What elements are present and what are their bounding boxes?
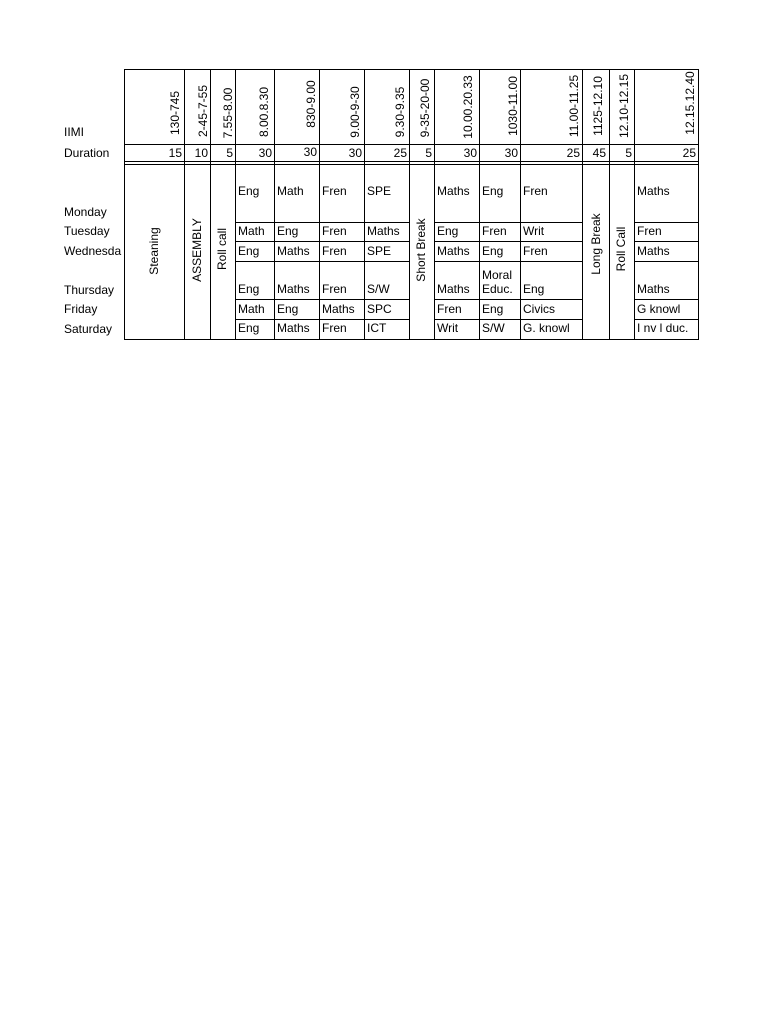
grid-line (235, 69, 236, 339)
grid-line (236, 241, 410, 242)
lesson-cell: Maths (277, 321, 310, 335)
time-header: 12.15.12.40 (683, 71, 697, 135)
lesson-cell: Maths (277, 282, 310, 296)
time-header: 2-45-7-55 (196, 84, 210, 138)
grid-line (582, 69, 583, 339)
lesson-cell: SPC (367, 302, 392, 316)
lesson-cell: I nv l duc. (637, 321, 689, 335)
lesson-cell: Maths (367, 224, 400, 238)
grid-line (124, 339, 699, 340)
lesson-cell: Fren (637, 224, 662, 238)
lesson-cell: Eng (238, 244, 260, 258)
lesson-cell: Eng (277, 302, 299, 316)
duration-value: 45 (592, 146, 606, 160)
duration-value: 25 (566, 146, 580, 160)
grid-line (434, 222, 583, 223)
grid-line (236, 319, 410, 320)
lesson-cell: Eng (277, 224, 299, 238)
lesson-cell: Eng (238, 282, 260, 296)
grid-line (236, 222, 410, 223)
time-header: 7.55-8.00 (221, 87, 235, 139)
grid-line (210, 69, 211, 339)
duration-value: 25 (682, 146, 696, 160)
lesson-cell: Eng (482, 244, 504, 258)
grid-line (634, 241, 699, 242)
lesson-cell: S/W (367, 282, 390, 296)
lesson-cell: Fren (322, 224, 347, 238)
day-label-friday: Friday (64, 302, 98, 316)
grid-line (434, 69, 435, 339)
lesson-cell: Eng (437, 224, 459, 238)
lesson-cell: Educ. (482, 282, 513, 296)
time-header: 8.00.8.30 (257, 86, 271, 138)
lesson-cell: Fren (482, 224, 507, 238)
timetable-sheet (0, 0, 768, 400)
lesson-cell: Fren (523, 184, 548, 198)
grid-line (434, 299, 583, 300)
lesson-cell: Moral (482, 268, 513, 282)
grid-line (236, 299, 410, 300)
time-header: 9-35-20-00 (418, 78, 432, 138)
lesson-cell: SPE (367, 244, 392, 258)
lesson-cell: Fren (322, 321, 347, 335)
lesson-cell: Maths (637, 244, 670, 258)
time-header: 10.00.20.33 (461, 75, 475, 139)
lesson-cell: Maths (437, 184, 470, 198)
day-label-wednesday: Wednesda (64, 244, 122, 258)
lesson-cell: Maths (637, 184, 670, 198)
time-header: 1125-12.10 (591, 76, 605, 136)
lesson-cell: Fren (437, 302, 462, 316)
duration-value: 15 (168, 146, 182, 160)
lesson-cell: Math (238, 224, 265, 238)
roll-call-2-cell: Roll Call (614, 226, 628, 272)
time-header: 130-745 (168, 90, 182, 136)
lesson-cell: Eng (238, 321, 260, 335)
duration-value: 10 (194, 146, 208, 160)
time-header: 1030-11.00 (506, 76, 520, 136)
grid-line (520, 69, 521, 339)
steaning-cell: Steaning (147, 227, 161, 275)
grid-line (124, 69, 125, 339)
grid-line (274, 69, 275, 339)
corner-label: IIMI (64, 125, 84, 139)
time-header: 830-9.00 (304, 80, 318, 128)
grid-line (479, 69, 480, 339)
grid-line (634, 69, 635, 339)
grid-line (434, 319, 583, 320)
grid-line (236, 261, 410, 262)
time-header: 12.10-12.15 (617, 73, 631, 139)
assembly-cell: ASSEMBLY (190, 218, 204, 282)
duration-value: 5 (226, 146, 233, 160)
lesson-cell: Maths (437, 282, 470, 296)
lesson-cell: Eng (482, 184, 504, 198)
day-label-saturday: Saturday (64, 322, 113, 336)
lesson-cell: Maths (637, 282, 670, 296)
duration-value: 5 (625, 146, 632, 160)
short-break-cell: Short Break (414, 218, 428, 282)
lesson-cell: G. knowl (523, 321, 570, 335)
duration-value: 30 (504, 146, 518, 160)
lesson-cell: Maths (322, 302, 355, 316)
lesson-cell: Math (238, 302, 265, 316)
duration-value: 30 (258, 146, 272, 160)
lesson-cell: Maths (437, 244, 470, 258)
grid-line (609, 69, 610, 339)
lesson-cell: Eng (523, 282, 545, 296)
grid-line (634, 319, 699, 320)
lesson-cell: G knowl (637, 302, 681, 316)
grid-line (364, 69, 365, 339)
duration-label: Duration (64, 146, 110, 160)
grid-line (634, 299, 699, 300)
duration-value: 5 (425, 146, 432, 160)
duration-value: 30 (303, 145, 317, 159)
duration-value: 30 (348, 146, 362, 160)
day-label-thursday: Thursday (64, 283, 115, 297)
lesson-cell: SPE (367, 184, 392, 198)
duration-value: 30 (463, 146, 477, 160)
lesson-cell: Fren (322, 244, 347, 258)
lesson-cell: Fren (322, 282, 347, 296)
grid-line (634, 261, 699, 262)
day-label-monday: Monday (64, 205, 107, 219)
grid-line (409, 69, 410, 339)
grid-line (698, 69, 699, 339)
grid-line (184, 69, 185, 339)
lesson-cell: Writ (523, 224, 545, 238)
grid-line (434, 241, 583, 242)
lesson-cell: Eng (482, 302, 504, 316)
lesson-cell: Fren (523, 244, 548, 258)
long-break-cell: Long Break (589, 213, 603, 275)
grid-line (634, 222, 699, 223)
time-header: 9.30-9.35 (393, 86, 407, 138)
duration-value: 25 (393, 146, 407, 160)
grid-line (319, 69, 320, 339)
roll-call-cell: Roll call (215, 227, 229, 271)
lesson-cell: Writ (437, 321, 459, 335)
time-header: 11.00-11.25 (567, 74, 581, 138)
lesson-cell: Maths (277, 244, 310, 258)
lesson-cell: Civics (523, 302, 555, 316)
lesson-cell: S/W (482, 321, 505, 335)
time-header: 9.00-9-30 (348, 86, 362, 138)
lesson-cell: Math (277, 184, 304, 198)
lesson-cell: Eng (238, 184, 260, 198)
lesson-cell: ICT (367, 321, 387, 335)
lesson-cell: Fren (322, 184, 347, 198)
day-label-tuesday: Tuesday (64, 224, 110, 238)
grid-line (434, 261, 583, 262)
